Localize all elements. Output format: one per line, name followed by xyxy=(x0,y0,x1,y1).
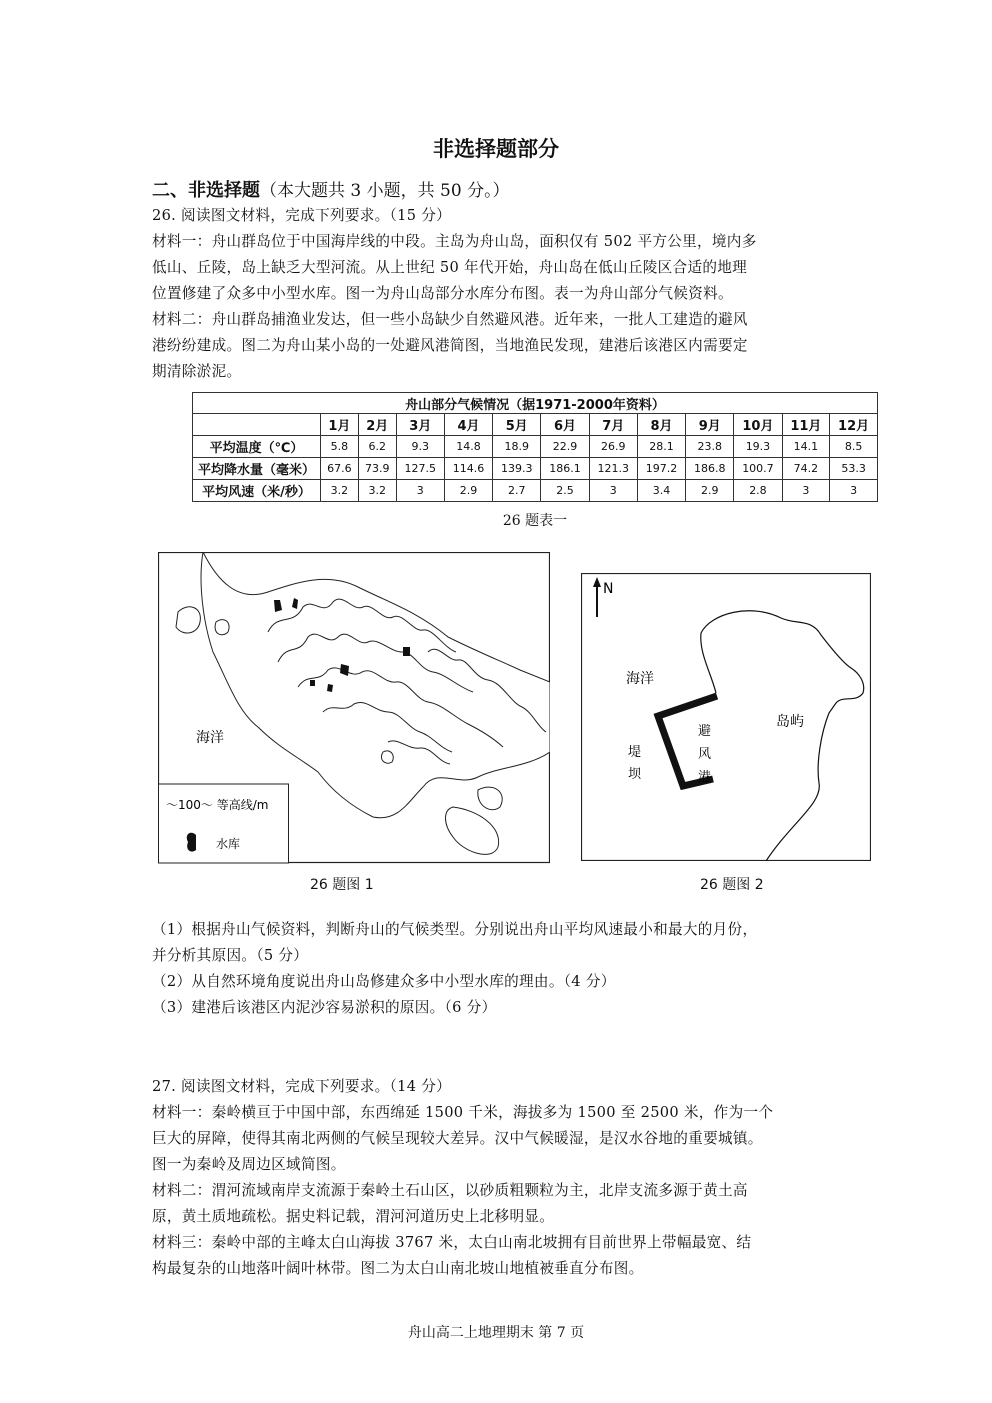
table-header-month: 7月 xyxy=(589,414,637,436)
reservoir-legend-swatch xyxy=(187,833,196,852)
table-cell: 22.9 xyxy=(541,436,589,458)
reservoir-map xyxy=(158,552,550,864)
reservoir-marker xyxy=(403,647,410,656)
table-header-month: 3月 xyxy=(396,414,444,436)
row-label: 平均温度（℃） xyxy=(193,436,321,458)
table-cell: 74.2 xyxy=(782,458,830,480)
table-cell: 6.2 xyxy=(358,436,396,458)
page-footer: 舟山高二上地理期末 第 7 页 xyxy=(407,1325,585,1341)
q26-question: （3）建港后该港区内泥沙容易淤积的原因。（6 分） xyxy=(152,999,497,1016)
harbor-label-1: 避 xyxy=(698,724,712,739)
harbor-label-2: 风 xyxy=(698,747,712,762)
table-cell: 100.7 xyxy=(734,458,782,480)
island-label: 岛屿 xyxy=(776,714,804,730)
fig2-caption: 26 题图 2 xyxy=(700,877,764,893)
q27-line: 巨大的屏障，使得其南北两侧的气候呈现较大差异。汉中气候暖湿，是汉水谷地的重要城镇。 xyxy=(152,1130,763,1147)
q26-question: （1）根据舟山气候资料，判断舟山的气候类型。分别说出舟山平均风速最小和最大的月份， xyxy=(152,921,758,938)
legend-reservoir: 水库 xyxy=(216,837,241,851)
table-row xyxy=(193,436,878,458)
harbor-label-3: 港 xyxy=(698,770,712,785)
table-cell: 9.3 xyxy=(396,436,444,458)
table-cell: 121.3 xyxy=(589,458,637,480)
climate-table xyxy=(192,392,878,502)
q27-line: 图一为秦岭及周边区域简图。 xyxy=(152,1156,346,1173)
table-cell: 2.9 xyxy=(444,480,492,502)
row-label: 平均风速（米/秒） xyxy=(193,480,321,502)
q27-line: 材料三：秦岭中部的主峰太白山海拔 3767 米，太白山南北坡拥有目前世界上带幅最宽、结 xyxy=(152,1234,752,1251)
harbor-sea-label: 海洋 xyxy=(626,671,654,687)
table-cell: 3.2 xyxy=(358,480,396,502)
q26-question: 并分析其原因。（5 分） xyxy=(152,947,309,964)
section-note: （本大题共 3 小题，共 50 分。） xyxy=(260,181,510,201)
table-header-month: 5月 xyxy=(493,414,541,436)
q26-question: （2）从自然环境角度说出舟山岛修建众多中小型水库的理由。（4 分） xyxy=(152,973,616,990)
table-header-month: 12月 xyxy=(830,414,878,436)
table-cell: 14.8 xyxy=(444,436,492,458)
table-cell: 67.6 xyxy=(321,458,359,480)
section-heading xyxy=(152,176,510,202)
table-cell: 26.9 xyxy=(589,436,637,458)
q27-line: 材料一：秦岭横亘于中国中部，东西绵延 1500 千米，海拔多为 1500 至 2500 米，作为一个 xyxy=(152,1104,774,1121)
table-cell: 197.2 xyxy=(637,458,685,480)
q26-line: 期清除淤泥。 xyxy=(152,363,242,380)
north-label: N xyxy=(603,581,614,597)
table-cell: 186.8 xyxy=(686,458,734,480)
q27-line: 构最复杂的山地落叶阔叶林带。图二为太白山南北坡山地植被垂直分布图。 xyxy=(152,1260,644,1277)
table-cell: 2.7 xyxy=(493,480,541,502)
legend-contour: ～100～ 等高线/m xyxy=(166,798,269,812)
table-header-month: 2月 xyxy=(358,414,396,436)
table-cell: 3 xyxy=(782,480,830,502)
dam-label-2: 坝 xyxy=(628,767,642,782)
table-cell: 2.8 xyxy=(734,480,782,502)
table-header-month: 1月 xyxy=(321,414,359,436)
q27-line: 材料二：渭河流域南岸支流源于秦岭土石山区，以砂质粗颗粒为主，北岸支流多源于黄土高 xyxy=(152,1182,748,1199)
table-label: 26 题表一 xyxy=(502,513,568,529)
table-cell: 23.8 xyxy=(686,436,734,458)
page-title: 非选择题部分 xyxy=(433,137,559,161)
table-cell: 2.5 xyxy=(541,480,589,502)
q26-line: 港纷纷建成。图二为舟山某小岛的一处避风港简图，当地渔民发现，建港后该港区内需要定 xyxy=(152,337,748,354)
reservoir-marker xyxy=(327,684,333,692)
table-cell: 8.5 xyxy=(830,436,878,458)
table-cell: 114.6 xyxy=(444,458,492,480)
q27-line: 27. 阅读图文材料，完成下列要求。（14 分） xyxy=(152,1078,452,1095)
table-cell: 18.9 xyxy=(493,436,541,458)
dam-label-1: 堤 xyxy=(628,745,642,760)
table-cell: 5.8 xyxy=(321,436,359,458)
reservoir-marker xyxy=(310,680,315,686)
table-cell: 3 xyxy=(830,480,878,502)
q26-line: 材料一：舟山群岛位于中国海岸线的中段。主岛为舟山岛，面积仅有 502 平方公里，境内多 xyxy=(152,233,757,250)
table-header-month: 8月 xyxy=(637,414,685,436)
q27-line: 原，黄土质地疏松。据史料记载，渭河河道历史上北移明显。 xyxy=(152,1208,555,1225)
q26-line: 材料二：舟山群岛捕渔业发达，但一些小岛缺少自然避风港。近年来，一批人工建造的避风 xyxy=(152,311,748,328)
table-header-month: 9月 xyxy=(686,414,734,436)
harbor-map xyxy=(581,573,871,861)
section-title: 二、非选择题 xyxy=(152,180,260,201)
table-cell: 139.3 xyxy=(493,458,541,480)
table-header-blank xyxy=(193,414,321,436)
table-cell: 2.9 xyxy=(686,480,734,502)
table-cell: 3.2 xyxy=(321,480,359,502)
table-header-month: 4月 xyxy=(444,414,492,436)
map-sea-label: 海洋 xyxy=(196,730,224,746)
table-row xyxy=(193,458,878,480)
table-caption: 舟山部分气候情况（据1971-2000年资料） xyxy=(193,393,878,414)
fig1-caption: 26 题图 1 xyxy=(310,877,374,893)
table-cell: 73.9 xyxy=(358,458,396,480)
q26-line: 26. 阅读图文材料，完成下列要求。（15 分） xyxy=(152,207,452,224)
q26-line: 低山、丘陵，岛上缺乏大型河流。从上世纪 50 年代开始，舟山岛在低山丘陵区合适的地理 xyxy=(152,259,748,276)
row-label: 平均降水量（毫米） xyxy=(193,458,321,480)
table-cell: 14.1 xyxy=(782,436,830,458)
table-cell: 127.5 xyxy=(396,458,444,480)
table-header-month: 10月 xyxy=(734,414,782,436)
table-cell: 186.1 xyxy=(541,458,589,480)
table-header-month: 6月 xyxy=(541,414,589,436)
table-header-month: 11月 xyxy=(782,414,830,436)
table-cell: 53.3 xyxy=(830,458,878,480)
table-row xyxy=(193,480,878,502)
table-cell: 3.4 xyxy=(637,480,685,502)
table-cell: 28.1 xyxy=(637,436,685,458)
table-cell: 3 xyxy=(589,480,637,502)
table-cell: 19.3 xyxy=(734,436,782,458)
q26-line: 位置修建了众多中小型水库。图一为舟山岛部分水库分布图。表一为舟山部分气候资料。 xyxy=(152,285,733,302)
table-cell: 3 xyxy=(396,480,444,502)
